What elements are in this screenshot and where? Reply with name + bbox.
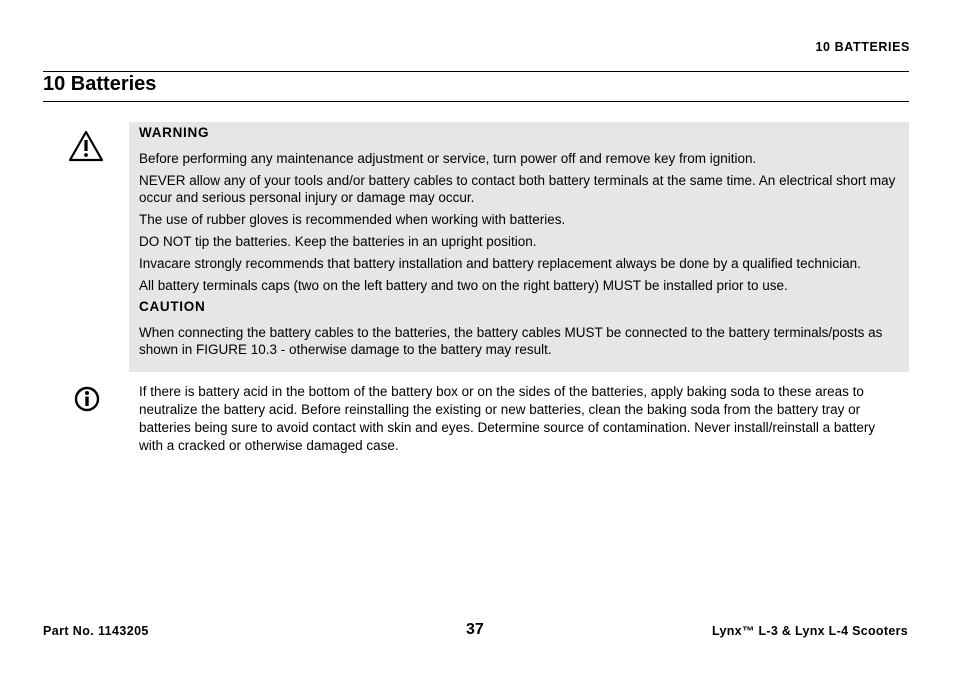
warning-paragraph: Invacare strongly recommends that battery installation and battery replacement always be done by a qualified technician. [139, 256, 861, 271]
warning-paragraph: All battery terminals caps (two on the left battery and two on the right battery) MUST be installed prior to use. [139, 278, 788, 293]
warning-paragraph: Before performing any maintenance adjustment or service, turn power off and remove key from ignition. [139, 151, 757, 166]
warning-paragraph: DO NOT tip the batteries. Keep the batteries in an upright position. [139, 234, 537, 249]
running-header: 10 BATTERIES [815, 40, 910, 54]
caution-text: When connecting the battery cables to the batteries, the battery cables MUST be connected to the battery terminals/posts as shown in FIGURE 10.3 - otherwise damage to the battery may result. [139, 325, 883, 357]
caution-heading: CAUTION [139, 299, 206, 314]
footer-product-name: Lynx™ L-3 & Lynx L-4 Scooters [711, 624, 908, 638]
warning-triangle-icon [68, 130, 104, 162]
page-number: 37 [466, 621, 484, 638]
info-circle-icon [74, 386, 100, 412]
warning-heading: WARNING [139, 125, 210, 140]
header-rule-top [43, 71, 909, 72]
warning-paragraph: The use of rubber gloves is recommended when working with batteries. [139, 212, 566, 227]
chapter-title: 10 Batteries [43, 73, 157, 95]
warning-paragraph: NEVER allow any of your tools and/or battery cables to contact both battery terminals at the same time. An electrical short may occur and serious personal injury or damage may occur. [139, 173, 896, 205]
note-text: If there is battery acid in the bottom of the battery box or on the sides of the batteries, apply baking soda to these areas to neutralize the battery acid. Before reinstalling the existing or new batteries, clean the baking soda from the battery tray or batteries being sure to avoid contact with skin and eyes. Determine source of contamination. Never install/reinstall a battery with a cracked or otherwise damaged case. [139, 384, 876, 453]
footer-part-number: Part No. 1143205 [43, 624, 149, 638]
header-rule-bottom [43, 101, 909, 102]
warning-box [129, 122, 909, 372]
